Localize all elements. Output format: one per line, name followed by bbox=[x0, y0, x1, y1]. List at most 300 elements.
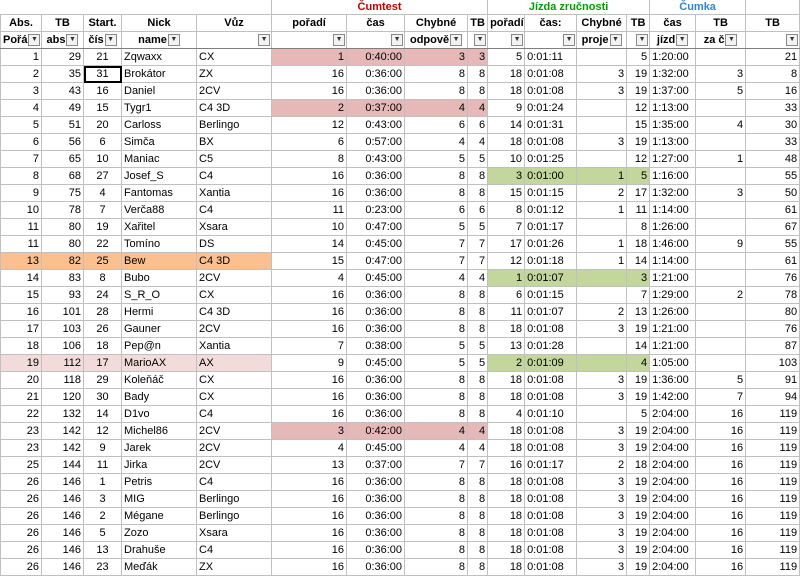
cell-nick[interactable]: D1vo bbox=[122, 406, 197, 423]
cell-tb-abs[interactable]: 112 bbox=[42, 355, 84, 372]
cell-vuz[interactable]: C4 bbox=[197, 474, 272, 491]
cell-abs-poradi[interactable]: 4 bbox=[1, 100, 42, 117]
cell-nick[interactable]: Drahuše bbox=[122, 542, 197, 559]
cell-cumtest-tb[interactable]: 5 bbox=[468, 338, 488, 355]
cell-jizda-chybne[interactable] bbox=[577, 219, 627, 236]
cell-cumka-tb[interactable] bbox=[696, 355, 746, 372]
cell-jizda-cas[interactable]: 0:01:08 bbox=[525, 440, 577, 457]
cell-cumtest-cas[interactable]: 0:36:00 bbox=[347, 491, 405, 508]
cell-start-cislo[interactable]: 22 bbox=[84, 236, 122, 253]
cell-cumka-cas[interactable]: 1:26:00 bbox=[650, 304, 696, 321]
cell-nick[interactable]: Bady bbox=[122, 389, 197, 406]
cell-cumka-cas[interactable]: 2:04:00 bbox=[650, 542, 696, 559]
cell-abs-poradi[interactable]: 14 bbox=[1, 270, 42, 287]
cell-cumka-tb[interactable]: 16 bbox=[696, 423, 746, 440]
cell-nick[interactable]: Jirka bbox=[122, 457, 197, 474]
cell-cumtest-tb[interactable]: 8 bbox=[468, 406, 488, 423]
cell-cumka-tb[interactable]: 16 bbox=[696, 559, 746, 576]
cell-cumka-tb[interactable] bbox=[696, 202, 746, 219]
cell-abs-poradi[interactable]: 8 bbox=[1, 168, 42, 185]
cell-nick[interactable]: Simča bbox=[122, 134, 197, 151]
cell-jizda-tb[interactable]: 5 bbox=[627, 406, 650, 423]
cell-cumtest-chybne[interactable]: 8 bbox=[405, 508, 468, 525]
cell-tb-total[interactable]: 119 bbox=[746, 423, 800, 440]
cell-nick[interactable]: Petris bbox=[122, 474, 197, 491]
cell-jizda-chybne[interactable] bbox=[577, 151, 627, 168]
cell-cumka-tb[interactable]: 1 bbox=[696, 151, 746, 168]
cell-tb-total[interactable]: 33 bbox=[746, 134, 800, 151]
cell-tb-abs[interactable]: 146 bbox=[42, 542, 84, 559]
cell-cumka-cas[interactable]: 2:04:00 bbox=[650, 491, 696, 508]
cell-cumtest-cas[interactable]: 0:45:00 bbox=[347, 236, 405, 253]
cell-cumtest-tb[interactable]: 4 bbox=[468, 134, 488, 151]
cell-tb-abs[interactable]: 68 bbox=[42, 168, 84, 185]
cell-tb-total[interactable]: 80 bbox=[746, 304, 800, 321]
cell-cumka-cas[interactable]: 1:35:00 bbox=[650, 117, 696, 134]
cell-jizda-cas[interactable]: 0:01:07 bbox=[525, 304, 577, 321]
cell-jizda-chybne[interactable]: 3 bbox=[577, 321, 627, 338]
cell-tb-total[interactable]: 21 bbox=[746, 49, 800, 66]
cell-cumka-tb[interactable]: 16 bbox=[696, 491, 746, 508]
cell-jizda-chybne[interactable] bbox=[577, 338, 627, 355]
cell-start-cislo[interactable]: 29 bbox=[84, 372, 122, 389]
cell-cumtest-cas[interactable]: 0:42:00 bbox=[347, 423, 405, 440]
cell-cumtest-poradi[interactable]: 1 bbox=[272, 49, 347, 66]
cell-jizda-cas[interactable]: 0:01:08 bbox=[525, 372, 577, 389]
cell-cumka-tb[interactable] bbox=[696, 304, 746, 321]
cell-abs-poradi[interactable]: 26 bbox=[1, 508, 42, 525]
cell-cumtest-chybne[interactable]: 7 bbox=[405, 457, 468, 474]
cell-start-cislo[interactable]: 10 bbox=[84, 151, 122, 168]
cell-cumtest-tb[interactable]: 5 bbox=[468, 219, 488, 236]
cell-jizda-chybne[interactable]: 3 bbox=[577, 525, 627, 542]
cell-tb-total[interactable]: 78 bbox=[746, 287, 800, 304]
cell-cumtest-cas[interactable]: 0:40:00 bbox=[347, 49, 405, 66]
cell-jizda-cas[interactable]: 0:01:15 bbox=[525, 185, 577, 202]
cell-cumtest-chybne[interactable]: 8 bbox=[405, 287, 468, 304]
cell-tb-abs[interactable]: 118 bbox=[42, 372, 84, 389]
cell-cumka-tb[interactable]: 16 bbox=[696, 440, 746, 457]
cell-abs-poradi[interactable]: 26 bbox=[1, 474, 42, 491]
cell-cumtest-tb[interactable]: 4 bbox=[468, 440, 488, 457]
cell-tb-total[interactable]: 55 bbox=[746, 168, 800, 185]
cell-tb-total[interactable]: 119 bbox=[746, 457, 800, 474]
cell-cumtest-tb[interactable]: 4 bbox=[468, 270, 488, 287]
cell-nick[interactable]: Gauner bbox=[122, 321, 197, 338]
cell-jizda-poradi[interactable]: 2 bbox=[488, 355, 525, 372]
cell-jizda-chybne[interactable]: 3 bbox=[577, 389, 627, 406]
cell-nick[interactable]: Brokátor bbox=[122, 66, 197, 83]
cell-jizda-cas[interactable]: 0:01:31 bbox=[525, 117, 577, 134]
cell-cumka-tb[interactable]: 16 bbox=[696, 525, 746, 542]
cell-cumka-tb[interactable] bbox=[696, 338, 746, 355]
cell-cumka-tb[interactable] bbox=[696, 100, 746, 117]
cell-abs-poradi[interactable]: 1 bbox=[1, 49, 42, 66]
cell-vuz[interactable]: Xsara bbox=[197, 525, 272, 542]
cell-start-cislo[interactable]: 7 bbox=[84, 202, 122, 219]
cell-jizda-tb[interactable]: 19 bbox=[627, 389, 650, 406]
cell-jizda-poradi[interactable]: 18 bbox=[488, 372, 525, 389]
cell-abs-poradi[interactable]: 26 bbox=[1, 559, 42, 576]
cell-jizda-cas[interactable]: 0:01:24 bbox=[525, 100, 577, 117]
cell-cumtest-poradi[interactable]: 13 bbox=[272, 457, 347, 474]
cell-cumka-cas[interactable]: 1:32:00 bbox=[650, 185, 696, 202]
cell-cumka-cas[interactable]: 1:32:00 bbox=[650, 66, 696, 83]
cell-vuz[interactable]: CX bbox=[197, 287, 272, 304]
cell-nick[interactable]: Meďák bbox=[122, 559, 197, 576]
cell-cumka-cas[interactable]: 2:04:00 bbox=[650, 406, 696, 423]
cell-nick[interactable]: Zozo bbox=[122, 525, 197, 542]
cell-cumka-cas[interactable]: 2:04:00 bbox=[650, 559, 696, 576]
cell-jizda-chybne[interactable] bbox=[577, 49, 627, 66]
cell-cumka-tb[interactable] bbox=[696, 321, 746, 338]
cell-tb-abs[interactable]: 146 bbox=[42, 491, 84, 508]
cell-jizda-poradi[interactable]: 17 bbox=[488, 236, 525, 253]
cell-jizda-cas[interactable]: 0:01:08 bbox=[525, 389, 577, 406]
cell-jizda-tb[interactable]: 18 bbox=[627, 457, 650, 474]
cell-tb-abs[interactable]: 65 bbox=[42, 151, 84, 168]
cell-tb-abs[interactable]: 82 bbox=[42, 253, 84, 270]
cell-cumtest-poradi[interactable]: 16 bbox=[272, 304, 347, 321]
cell-cumka-cas[interactable]: 1:14:00 bbox=[650, 202, 696, 219]
cell-jizda-chybne[interactable]: 2 bbox=[577, 457, 627, 474]
cell-cumka-tb[interactable]: 2 bbox=[696, 287, 746, 304]
cell-cumtest-cas[interactable]: 0:45:00 bbox=[347, 440, 405, 457]
cell-cumka-cas[interactable]: 2:04:00 bbox=[650, 474, 696, 491]
cell-jizda-chybne[interactable]: 3 bbox=[577, 134, 627, 151]
cell-tb-total[interactable]: 119 bbox=[746, 542, 800, 559]
cell-tb-total[interactable]: 103 bbox=[746, 355, 800, 372]
cell-tb-abs[interactable]: 49 bbox=[42, 100, 84, 117]
cell-tb-abs[interactable]: 51 bbox=[42, 117, 84, 134]
cell-cumka-tb[interactable] bbox=[696, 219, 746, 236]
filter-dropdown-icon[interactable]: ▼ bbox=[610, 34, 622, 46]
cell-tb-total[interactable]: 119 bbox=[746, 525, 800, 542]
cell-jizda-cas[interactable]: 0:01:08 bbox=[525, 423, 577, 440]
cell-nick[interactable]: Fantomas bbox=[122, 185, 197, 202]
cell-jizda-chybne[interactable]: 3 bbox=[577, 491, 627, 508]
cell-abs-poradi[interactable]: 26 bbox=[1, 542, 42, 559]
cell-cumka-cas[interactable]: 1:26:00 bbox=[650, 219, 696, 236]
cell-nick[interactable]: Zqwaxx bbox=[122, 49, 197, 66]
cell-cumtest-poradi[interactable]: 16 bbox=[272, 168, 347, 185]
cell-jizda-cas[interactable]: 0:01:17 bbox=[525, 219, 577, 236]
cell-jizda-cas[interactable]: 0:01:15 bbox=[525, 287, 577, 304]
cell-vuz[interactable]: Xantia bbox=[197, 338, 272, 355]
cell-jizda-tb[interactable]: 3 bbox=[627, 270, 650, 287]
cell-cumka-cas[interactable]: 2:04:00 bbox=[650, 423, 696, 440]
cell-cumka-cas[interactable]: 2:04:00 bbox=[650, 508, 696, 525]
cell-jizda-tb[interactable]: 5 bbox=[627, 49, 650, 66]
cell-cumtest-poradi[interactable]: 16 bbox=[272, 406, 347, 423]
cell-jizda-tb[interactable]: 11 bbox=[627, 202, 650, 219]
cell-tb-total[interactable]: 76 bbox=[746, 270, 800, 287]
cell-start-cislo[interactable]: 8 bbox=[84, 270, 122, 287]
cell-start-cislo[interactable]: 2 bbox=[84, 508, 122, 525]
cell-cumtest-chybne[interactable]: 3 bbox=[405, 49, 468, 66]
cell-vuz[interactable]: Berlingo bbox=[197, 117, 272, 134]
cell-jizda-tb[interactable]: 5 bbox=[627, 168, 650, 185]
cell-start-cislo[interactable]: 18 bbox=[84, 338, 122, 355]
cell-cumtest-poradi[interactable]: 3 bbox=[272, 423, 347, 440]
cell-cumka-cas[interactable]: 1:42:00 bbox=[650, 389, 696, 406]
cell-jizda-chybne[interactable]: 3 bbox=[577, 372, 627, 389]
cell-jizda-poradi[interactable]: 3 bbox=[488, 168, 525, 185]
cell-cumtest-tb[interactable]: 7 bbox=[468, 457, 488, 474]
cell-vuz[interactable]: C5 bbox=[197, 151, 272, 168]
cell-vuz[interactable]: Xsara bbox=[197, 219, 272, 236]
filter-dropdown-icon[interactable]: ▼ bbox=[725, 34, 737, 46]
cell-start-cislo[interactable]: 23 bbox=[84, 559, 122, 576]
cell-jizda-chybne[interactable]: 3 bbox=[577, 440, 627, 457]
cell-jizda-tb[interactable]: 15 bbox=[627, 117, 650, 134]
cell-jizda-tb[interactable]: 19 bbox=[627, 83, 650, 100]
cell-cumka-cas[interactable]: 1:16:00 bbox=[650, 168, 696, 185]
cell-tb-abs[interactable]: 146 bbox=[42, 525, 84, 542]
cell-nick[interactable]: Koleňáč bbox=[122, 372, 197, 389]
cell-cumtest-cas[interactable]: 0:36:00 bbox=[347, 304, 405, 321]
cell-cumtest-poradi[interactable]: 16 bbox=[272, 185, 347, 202]
cell-jizda-poradi[interactable]: 18 bbox=[488, 423, 525, 440]
cell-cumka-cas[interactable]: 1:21:00 bbox=[650, 338, 696, 355]
cell-nick[interactable]: Tygr1 bbox=[122, 100, 197, 117]
cell-cumtest-cas[interactable]: 0:36:00 bbox=[347, 389, 405, 406]
cell-cumtest-poradi[interactable]: 8 bbox=[272, 151, 347, 168]
cell-cumtest-chybne[interactable]: 8 bbox=[405, 474, 468, 491]
cell-jizda-tb[interactable]: 19 bbox=[627, 474, 650, 491]
cell-start-cislo[interactable]: 19 bbox=[84, 219, 122, 236]
cell-jizda-tb[interactable]: 19 bbox=[627, 440, 650, 457]
cell-jizda-cas[interactable]: 0:01:09 bbox=[525, 355, 577, 372]
cell-vuz[interactable]: 2CV bbox=[197, 270, 272, 287]
cell-cumtest-tb[interactable]: 8 bbox=[468, 66, 488, 83]
cell-tb-total[interactable]: 61 bbox=[746, 202, 800, 219]
cell-jizda-cas[interactable]: 0:01:08 bbox=[525, 83, 577, 100]
cell-cumka-cas[interactable]: 1:37:00 bbox=[650, 83, 696, 100]
filter-dropdown-icon[interactable]: ▼ bbox=[511, 34, 523, 46]
cell-cumtest-cas[interactable]: 0:36:00 bbox=[347, 185, 405, 202]
cell-cumka-cas[interactable]: 1:46:00 bbox=[650, 236, 696, 253]
cell-cumtest-poradi[interactable]: 16 bbox=[272, 83, 347, 100]
filter-dropdown-icon[interactable]: ▼ bbox=[168, 34, 180, 46]
cell-jizda-cas[interactable]: 0:01:08 bbox=[525, 134, 577, 151]
cell-cumka-tb[interactable] bbox=[696, 168, 746, 185]
cell-nick[interactable]: MIG bbox=[122, 491, 197, 508]
cell-abs-poradi[interactable]: 16 bbox=[1, 304, 42, 321]
cell-vuz[interactable]: 2CV bbox=[197, 423, 272, 440]
cell-abs-poradi[interactable]: 21 bbox=[1, 389, 42, 406]
cell-jizda-chybne[interactable] bbox=[577, 117, 627, 134]
cell-jizda-cas[interactable]: 0:01:18 bbox=[525, 253, 577, 270]
cell-cumka-tb[interactable] bbox=[696, 49, 746, 66]
cell-jizda-poradi[interactable]: 7 bbox=[488, 219, 525, 236]
cell-jizda-poradi[interactable]: 6 bbox=[488, 287, 525, 304]
cell-cumtest-tb[interactable]: 8 bbox=[468, 287, 488, 304]
cell-cumtest-tb[interactable]: 6 bbox=[468, 117, 488, 134]
cell-vuz[interactable]: 2CV bbox=[197, 321, 272, 338]
cell-jizda-chybne[interactable] bbox=[577, 355, 627, 372]
cell-start-cislo[interactable]: 14 bbox=[84, 406, 122, 423]
cell-jizda-cas[interactable]: 0:01:25 bbox=[525, 151, 577, 168]
cell-cumka-tb[interactable] bbox=[696, 253, 746, 270]
cell-jizda-chybne[interactable]: 3 bbox=[577, 508, 627, 525]
cell-jizda-poradi[interactable]: 11 bbox=[488, 304, 525, 321]
cell-cumtest-cas[interactable]: 0:36:00 bbox=[347, 321, 405, 338]
cell-jizda-cas[interactable]: 0:01:07 bbox=[525, 270, 577, 287]
filter-dropdown-icon[interactable]: ▼ bbox=[676, 34, 688, 46]
cell-cumtest-poradi[interactable]: 16 bbox=[272, 491, 347, 508]
cell-cumka-tb[interactable]: 16 bbox=[696, 474, 746, 491]
cell-tb-abs[interactable]: 142 bbox=[42, 423, 84, 440]
filter-dropdown-icon[interactable]: ▼ bbox=[563, 34, 575, 46]
cell-jizda-tb[interactable]: 19 bbox=[627, 508, 650, 525]
cell-cumtest-cas[interactable]: 0:36:00 bbox=[347, 406, 405, 423]
cell-jizda-tb[interactable]: 7 bbox=[627, 287, 650, 304]
cell-cumtest-chybne[interactable]: 8 bbox=[405, 491, 468, 508]
filter-dropdown-icon[interactable]: ▼ bbox=[105, 34, 117, 46]
cell-cumtest-poradi[interactable]: 16 bbox=[272, 372, 347, 389]
cell-cumka-cas[interactable]: 1:20:00 bbox=[650, 49, 696, 66]
cell-cumka-tb[interactable]: 16 bbox=[696, 406, 746, 423]
cell-cumka-cas[interactable]: 1:29:00 bbox=[650, 287, 696, 304]
cell-cumtest-tb[interactable]: 3 bbox=[468, 49, 488, 66]
cell-cumtest-cas[interactable]: 0:38:00 bbox=[347, 338, 405, 355]
cell-start-cislo[interactable]: 26 bbox=[84, 321, 122, 338]
cell-start-cislo[interactable]: 5 bbox=[84, 525, 122, 542]
cell-nick[interactable]: Verča88 bbox=[122, 202, 197, 219]
filter-dropdown-icon[interactable]: ▼ bbox=[474, 34, 486, 46]
cell-vuz[interactable]: ZX bbox=[197, 559, 272, 576]
cell-tb-total[interactable]: 76 bbox=[746, 321, 800, 338]
cell-cumtest-chybne[interactable]: 8 bbox=[405, 66, 468, 83]
cell-cumtest-cas[interactable]: 0:36:00 bbox=[347, 525, 405, 542]
cell-cumtest-cas[interactable]: 0:36:00 bbox=[347, 474, 405, 491]
cell-jizda-chybne[interactable]: 1 bbox=[577, 253, 627, 270]
cell-nick[interactable]: Daniel bbox=[122, 83, 197, 100]
cell-cumtest-chybne[interactable]: 8 bbox=[405, 372, 468, 389]
cell-tb-abs[interactable]: 93 bbox=[42, 287, 84, 304]
cell-cumtest-cas[interactable]: 0:36:00 bbox=[347, 66, 405, 83]
cell-cumka-cas[interactable]: 1:21:00 bbox=[650, 321, 696, 338]
cell-tb-total[interactable]: 30 bbox=[746, 117, 800, 134]
cell-cumka-tb[interactable]: 4 bbox=[696, 117, 746, 134]
cell-jizda-tb[interactable]: 4 bbox=[627, 355, 650, 372]
filter-dropdown-icon[interactable]: ▼ bbox=[450, 34, 462, 46]
cell-cumtest-poradi[interactable]: 2 bbox=[272, 100, 347, 117]
cell-tb-total[interactable]: 16 bbox=[746, 83, 800, 100]
cell-cumtest-tb[interactable]: 8 bbox=[468, 559, 488, 576]
cell-cumtest-poradi[interactable]: 16 bbox=[272, 389, 347, 406]
cell-cumka-cas[interactable]: 1:21:00 bbox=[650, 270, 696, 287]
cell-tb-abs[interactable]: 144 bbox=[42, 457, 84, 474]
cell-cumka-cas[interactable]: 1:14:00 bbox=[650, 253, 696, 270]
cell-jizda-cas[interactable]: 0:01:00 bbox=[525, 168, 577, 185]
cell-jizda-poradi[interactable]: 9 bbox=[488, 100, 525, 117]
cell-jizda-chybne[interactable]: 1 bbox=[577, 236, 627, 253]
cell-start-cislo[interactable]: 13 bbox=[84, 542, 122, 559]
cell-tb-total[interactable]: 119 bbox=[746, 406, 800, 423]
cell-cumtest-poradi[interactable]: 16 bbox=[272, 542, 347, 559]
cell-nick[interactable]: Michel86 bbox=[122, 423, 197, 440]
cell-jizda-cas[interactable]: 0:01:08 bbox=[525, 321, 577, 338]
filter-dropdown-icon[interactable]: ▼ bbox=[66, 34, 78, 46]
cell-nick[interactable]: Hermi bbox=[122, 304, 197, 321]
cell-start-cislo[interactable]: 30 bbox=[84, 389, 122, 406]
cell-jizda-chybne[interactable]: 3 bbox=[577, 542, 627, 559]
cell-jizda-tb[interactable]: 14 bbox=[627, 338, 650, 355]
cell-jizda-chybne[interactable]: 2 bbox=[577, 304, 627, 321]
cell-tb-abs[interactable]: 120 bbox=[42, 389, 84, 406]
cell-jizda-chybne[interactable]: 3 bbox=[577, 474, 627, 491]
filter-dropdown-icon[interactable]: ▼ bbox=[28, 34, 40, 46]
cell-start-cislo[interactable]: 4 bbox=[84, 185, 122, 202]
cell-tb-total[interactable]: 119 bbox=[746, 508, 800, 525]
cell-jizda-cas[interactable]: 0:01:12 bbox=[525, 202, 577, 219]
cell-jizda-chybne[interactable]: 1 bbox=[577, 202, 627, 219]
cell-cumtest-poradi[interactable]: 14 bbox=[272, 236, 347, 253]
cell-jizda-poradi[interactable]: 10 bbox=[488, 151, 525, 168]
cell-nick[interactable]: MarioAX bbox=[122, 355, 197, 372]
cell-jizda-tb[interactable]: 19 bbox=[627, 372, 650, 389]
cell-vuz[interactable]: ZX bbox=[197, 66, 272, 83]
cell-start-cislo[interactable]: 17 bbox=[84, 355, 122, 372]
cell-nick[interactable]: Bew bbox=[122, 253, 197, 270]
cell-cumtest-chybne[interactable]: 8 bbox=[405, 83, 468, 100]
cell-cumtest-cas[interactable]: 0:36:00 bbox=[347, 168, 405, 185]
cell-abs-poradi[interactable]: 7 bbox=[1, 151, 42, 168]
cell-tb-abs[interactable]: 146 bbox=[42, 508, 84, 525]
cell-jizda-poradi[interactable]: 18 bbox=[488, 134, 525, 151]
cell-cumtest-cas[interactable]: 0:43:00 bbox=[347, 151, 405, 168]
cell-jizda-chybne[interactable]: 2 bbox=[577, 185, 627, 202]
cell-cumtest-poradi[interactable]: 4 bbox=[272, 270, 347, 287]
cell-cumtest-cas[interactable]: 0:57:00 bbox=[347, 134, 405, 151]
cell-jizda-cas[interactable]: 0:01:26 bbox=[525, 236, 577, 253]
cell-jizda-poradi[interactable]: 18 bbox=[488, 389, 525, 406]
cell-start-cislo[interactable]: 31 bbox=[84, 66, 122, 83]
cell-abs-poradi[interactable]: 11 bbox=[1, 236, 42, 253]
cell-cumka-cas[interactable]: 1:27:00 bbox=[650, 151, 696, 168]
cell-cumtest-chybne[interactable]: 6 bbox=[405, 202, 468, 219]
cell-tb-total[interactable]: 119 bbox=[746, 474, 800, 491]
cell-abs-poradi[interactable]: 23 bbox=[1, 440, 42, 457]
cell-tb-abs[interactable]: 101 bbox=[42, 304, 84, 321]
cell-nick[interactable]: Tomíno bbox=[122, 236, 197, 253]
cell-tb-total[interactable]: 33 bbox=[746, 100, 800, 117]
cell-tb-total[interactable]: 119 bbox=[746, 559, 800, 576]
cell-jizda-tb[interactable]: 13 bbox=[627, 304, 650, 321]
cell-vuz[interactable]: C4 bbox=[197, 202, 272, 219]
cell-cumtest-chybne[interactable]: 7 bbox=[405, 236, 468, 253]
cell-cumtest-poradi[interactable]: 12 bbox=[272, 117, 347, 134]
cell-cumtest-tb[interactable]: 8 bbox=[468, 321, 488, 338]
cell-vuz[interactable]: AX bbox=[197, 355, 272, 372]
cell-start-cislo[interactable]: 15 bbox=[84, 100, 122, 117]
cell-abs-poradi[interactable]: 22 bbox=[1, 406, 42, 423]
cell-tb-abs[interactable]: 146 bbox=[42, 474, 84, 491]
cell-cumtest-tb[interactable]: 5 bbox=[468, 355, 488, 372]
cell-cumtest-tb[interactable]: 8 bbox=[468, 508, 488, 525]
cell-jizda-tb[interactable]: 17 bbox=[627, 185, 650, 202]
cell-cumtest-cas[interactable]: 0:36:00 bbox=[347, 559, 405, 576]
cell-cumka-tb[interactable]: 3 bbox=[696, 185, 746, 202]
cell-cumtest-chybne[interactable]: 4 bbox=[405, 440, 468, 457]
cell-jizda-cas[interactable]: 0:01:10 bbox=[525, 406, 577, 423]
filter-dropdown-icon[interactable]: ▼ bbox=[258, 34, 270, 46]
cell-jizda-chybne[interactable] bbox=[577, 287, 627, 304]
cell-cumtest-poradi[interactable]: 10 bbox=[272, 219, 347, 236]
cell-tb-abs[interactable]: 142 bbox=[42, 440, 84, 457]
